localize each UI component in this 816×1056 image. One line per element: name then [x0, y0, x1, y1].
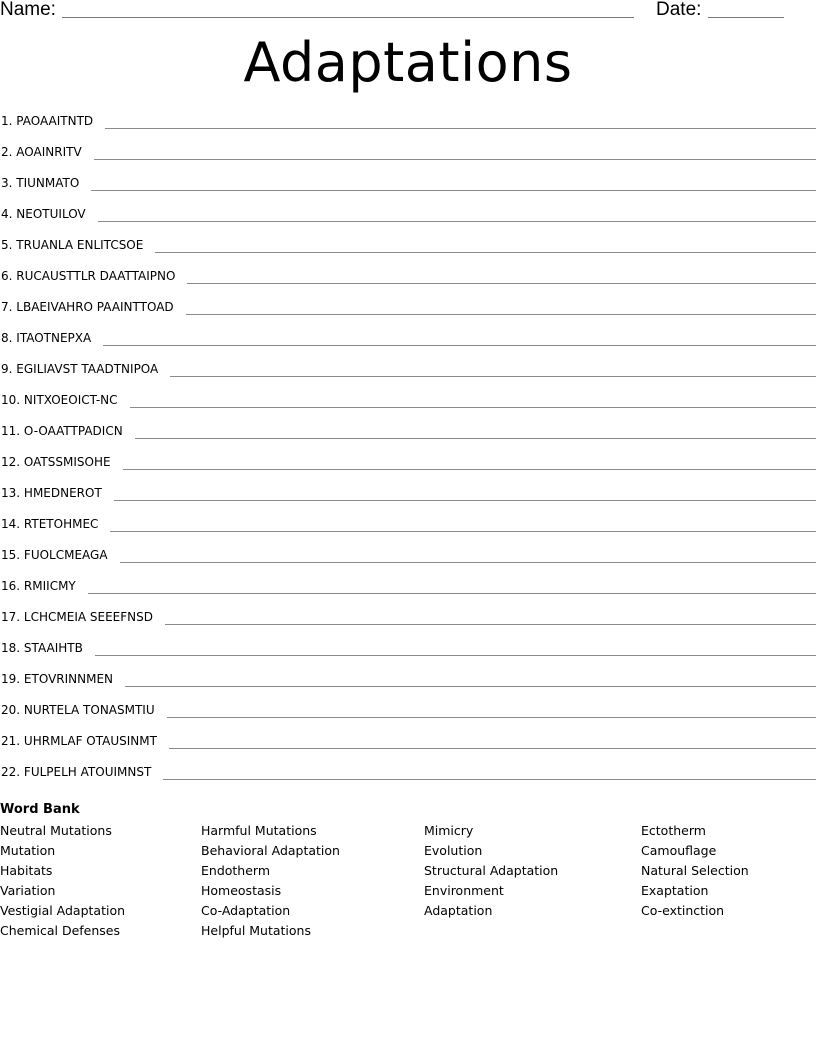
answer-line[interactable] — [103, 329, 816, 346]
answer-line[interactable] — [110, 515, 816, 532]
scrambled-letters: STAAIHTB — [23, 641, 83, 655]
scrambled-letters: NITXOEOICT-NC — [23, 393, 118, 407]
scrambled-letters: RMIICMY — [23, 579, 76, 593]
scramble-row — [0, 639, 816, 670]
word-bank-item: Structural Adaptation — [424, 863, 559, 878]
word-bank-item: Neutral Mutations — [0, 823, 112, 838]
scramble-row — [0, 515, 816, 546]
scramble-word — [0, 577, 76, 595]
scrambled-letters: NURTELA TONASMTIU — [23, 703, 155, 717]
word-bank-item: Mutation — [0, 843, 56, 858]
scramble-word — [0, 112, 93, 130]
scramble-row — [0, 360, 816, 391]
word-bank-item: Chemical Defenses — [0, 923, 121, 938]
scramble-row — [0, 670, 816, 701]
scrambled-letters: OATSSMISOHE — [23, 455, 111, 469]
scrambled-letters: RUCAUSTTLR DAATTAIPNO — [16, 269, 176, 283]
item-number: 3. — [1, 176, 13, 190]
word-bank-item: Camouflage — [641, 843, 717, 858]
scrambled-letters: AOAINRITV — [16, 145, 82, 159]
scramble-word — [0, 329, 91, 347]
item-number: 18. — [1, 641, 21, 655]
scrambled-letters: LBAEIVAHRO PAAINTTOAD — [16, 300, 174, 314]
word-bank-item: Adaptation — [424, 903, 493, 918]
word-bank-item: Evolution — [424, 843, 483, 858]
scrambled-letters: TRUANLA ENLITCSOE — [16, 238, 144, 252]
scramble-word — [0, 515, 98, 533]
scramble-row — [0, 112, 816, 143]
word-bank-item: Harmful Mutations — [201, 823, 317, 838]
word-bank-item: Endotherm — [201, 863, 271, 878]
item-number: 6. — [1, 269, 13, 283]
word-bank-item: Mimicry — [424, 823, 474, 838]
scrambled-letters: ITAOTNEPXA — [16, 331, 92, 345]
scramble-word — [0, 670, 113, 688]
scramble-word — [0, 453, 111, 471]
answer-line[interactable] — [186, 298, 816, 315]
scramble-word — [0, 236, 143, 254]
word-bank-item: Ectotherm — [641, 823, 706, 838]
answer-line[interactable] — [95, 639, 816, 656]
answer-line[interactable] — [123, 453, 816, 470]
scramble-word — [0, 608, 153, 626]
item-number: 12. — [1, 455, 21, 469]
scrambled-letters: O-OAATTPADICN — [23, 424, 123, 438]
word-bank-item: Homeostasis — [201, 883, 282, 898]
item-number: 4. — [1, 207, 13, 221]
answer-line[interactable] — [105, 112, 816, 129]
item-number: 22. — [1, 765, 21, 779]
item-number: 19. — [1, 672, 21, 686]
answer-line[interactable] — [114, 484, 816, 501]
scramble-row — [0, 391, 816, 422]
scramble-row — [0, 174, 816, 205]
answer-line[interactable] — [94, 143, 816, 160]
item-number: 9. — [1, 362, 13, 376]
word-bank-item: Natural Selection — [641, 863, 749, 878]
item-number: 7. — [1, 300, 13, 314]
scramble-word — [0, 701, 155, 719]
scramble-row — [0, 205, 816, 236]
word-bank-item: Environment — [424, 883, 504, 898]
scramble-word — [0, 763, 151, 781]
scrambled-letters: FULPELH ATOUIMNST — [23, 765, 152, 779]
name-label: Name: — [0, 0, 56, 20]
page-title: Adaptations — [243, 31, 573, 94]
item-number: 15. — [1, 548, 21, 562]
answer-line[interactable] — [130, 391, 816, 408]
item-number: 21. — [1, 734, 21, 748]
word-bank-item: Behavioral Adaptation — [201, 843, 340, 858]
scramble-row — [0, 453, 816, 484]
word-bank-item: Co-Adaptation — [201, 903, 291, 918]
scramble-row — [0, 701, 816, 732]
date-label: Date: — [656, 0, 702, 20]
item-number: 5. — [1, 238, 13, 252]
answer-line[interactable] — [125, 670, 816, 687]
item-number: 16. — [1, 579, 21, 593]
word-bank-column-1 — [0, 821, 125, 941]
item-number: 8. — [1, 331, 13, 345]
word-bank-title: Word Bank — [0, 802, 80, 817]
scrambled-letters: FUOLCMEAGA — [23, 548, 108, 562]
scramble-word — [0, 360, 158, 378]
word-bank-item: Co-extinction — [641, 903, 725, 918]
scrambled-letters: NEOTUILOV — [16, 207, 86, 221]
scrambled-letters: EGILIAVST TAADTNIPOA — [16, 362, 159, 376]
scrambled-letters: ETOVRINNMEN — [23, 672, 114, 686]
date-field[interactable] — [708, 17, 784, 18]
item-number: 10. — [1, 393, 21, 407]
word-bank-column-3 — [424, 821, 558, 921]
scramble-row — [0, 577, 816, 608]
scramble-word — [0, 174, 79, 192]
answer-line[interactable] — [88, 577, 816, 594]
scrambled-letters: LCHCMEIA SEEEFNSD — [23, 610, 153, 624]
scramble-word — [0, 484, 102, 502]
scrambled-letters: TIUNMATO — [16, 176, 80, 190]
word-bank-item: Vestigial Adaptation — [0, 903, 126, 918]
word-bank-column-2 — [201, 821, 340, 941]
scrambled-letters: PAOAAITNTD — [16, 114, 94, 128]
item-number: 11. — [1, 424, 21, 438]
word-bank-item: Helpful Mutations — [201, 923, 311, 938]
scramble-row — [0, 236, 816, 267]
answer-line[interactable] — [98, 205, 816, 222]
answer-line[interactable] — [170, 360, 816, 377]
scramble-word — [0, 732, 157, 750]
scramble-list — [0, 112, 816, 794]
word-bank-item: Exaptation — [641, 883, 709, 898]
scramble-row — [0, 267, 816, 298]
answer-line[interactable] — [187, 267, 816, 284]
scramble-row — [0, 329, 816, 360]
word-bank-column-4 — [641, 821, 749, 921]
scramble-word — [0, 298, 174, 316]
scramble-word — [0, 205, 86, 223]
item-number: 2. — [1, 145, 13, 159]
item-number: 13. — [1, 486, 21, 500]
scramble-row — [0, 422, 816, 453]
scramble-word — [0, 546, 108, 564]
answer-line[interactable] — [163, 763, 816, 780]
item-number: 14. — [1, 517, 21, 531]
answer-line[interactable] — [91, 174, 816, 191]
scramble-word — [0, 391, 118, 409]
word-bank-item: Variation — [0, 883, 56, 898]
scramble-row — [0, 484, 816, 515]
scramble-row — [0, 546, 816, 577]
scramble-word — [0, 143, 82, 161]
scramble-row — [0, 732, 816, 763]
word-bank-item: Habitats — [0, 863, 53, 878]
answer-line[interactable] — [165, 608, 816, 625]
scramble-row — [0, 763, 816, 794]
scramble-word — [0, 639, 83, 657]
answer-line[interactable] — [155, 236, 816, 253]
item-number: 17. — [1, 610, 21, 624]
scramble-word — [0, 267, 175, 285]
answer-line[interactable] — [169, 732, 816, 749]
item-number: 1. — [1, 114, 13, 128]
scramble-row — [0, 608, 816, 639]
answer-line[interactable] — [135, 422, 816, 439]
scramble-row — [0, 143, 816, 174]
scramble-row — [0, 298, 816, 329]
item-number: 20. — [1, 703, 21, 717]
scramble-word — [0, 422, 123, 440]
answer-line[interactable] — [167, 701, 816, 718]
answer-line[interactable] — [120, 546, 816, 563]
scrambled-letters: RTETOHMEC — [23, 517, 99, 531]
name-field[interactable] — [62, 17, 634, 18]
scrambled-letters: UHRMLAF OTAUSINMT — [23, 734, 157, 748]
scrambled-letters: HMEDNEROT — [23, 486, 102, 500]
